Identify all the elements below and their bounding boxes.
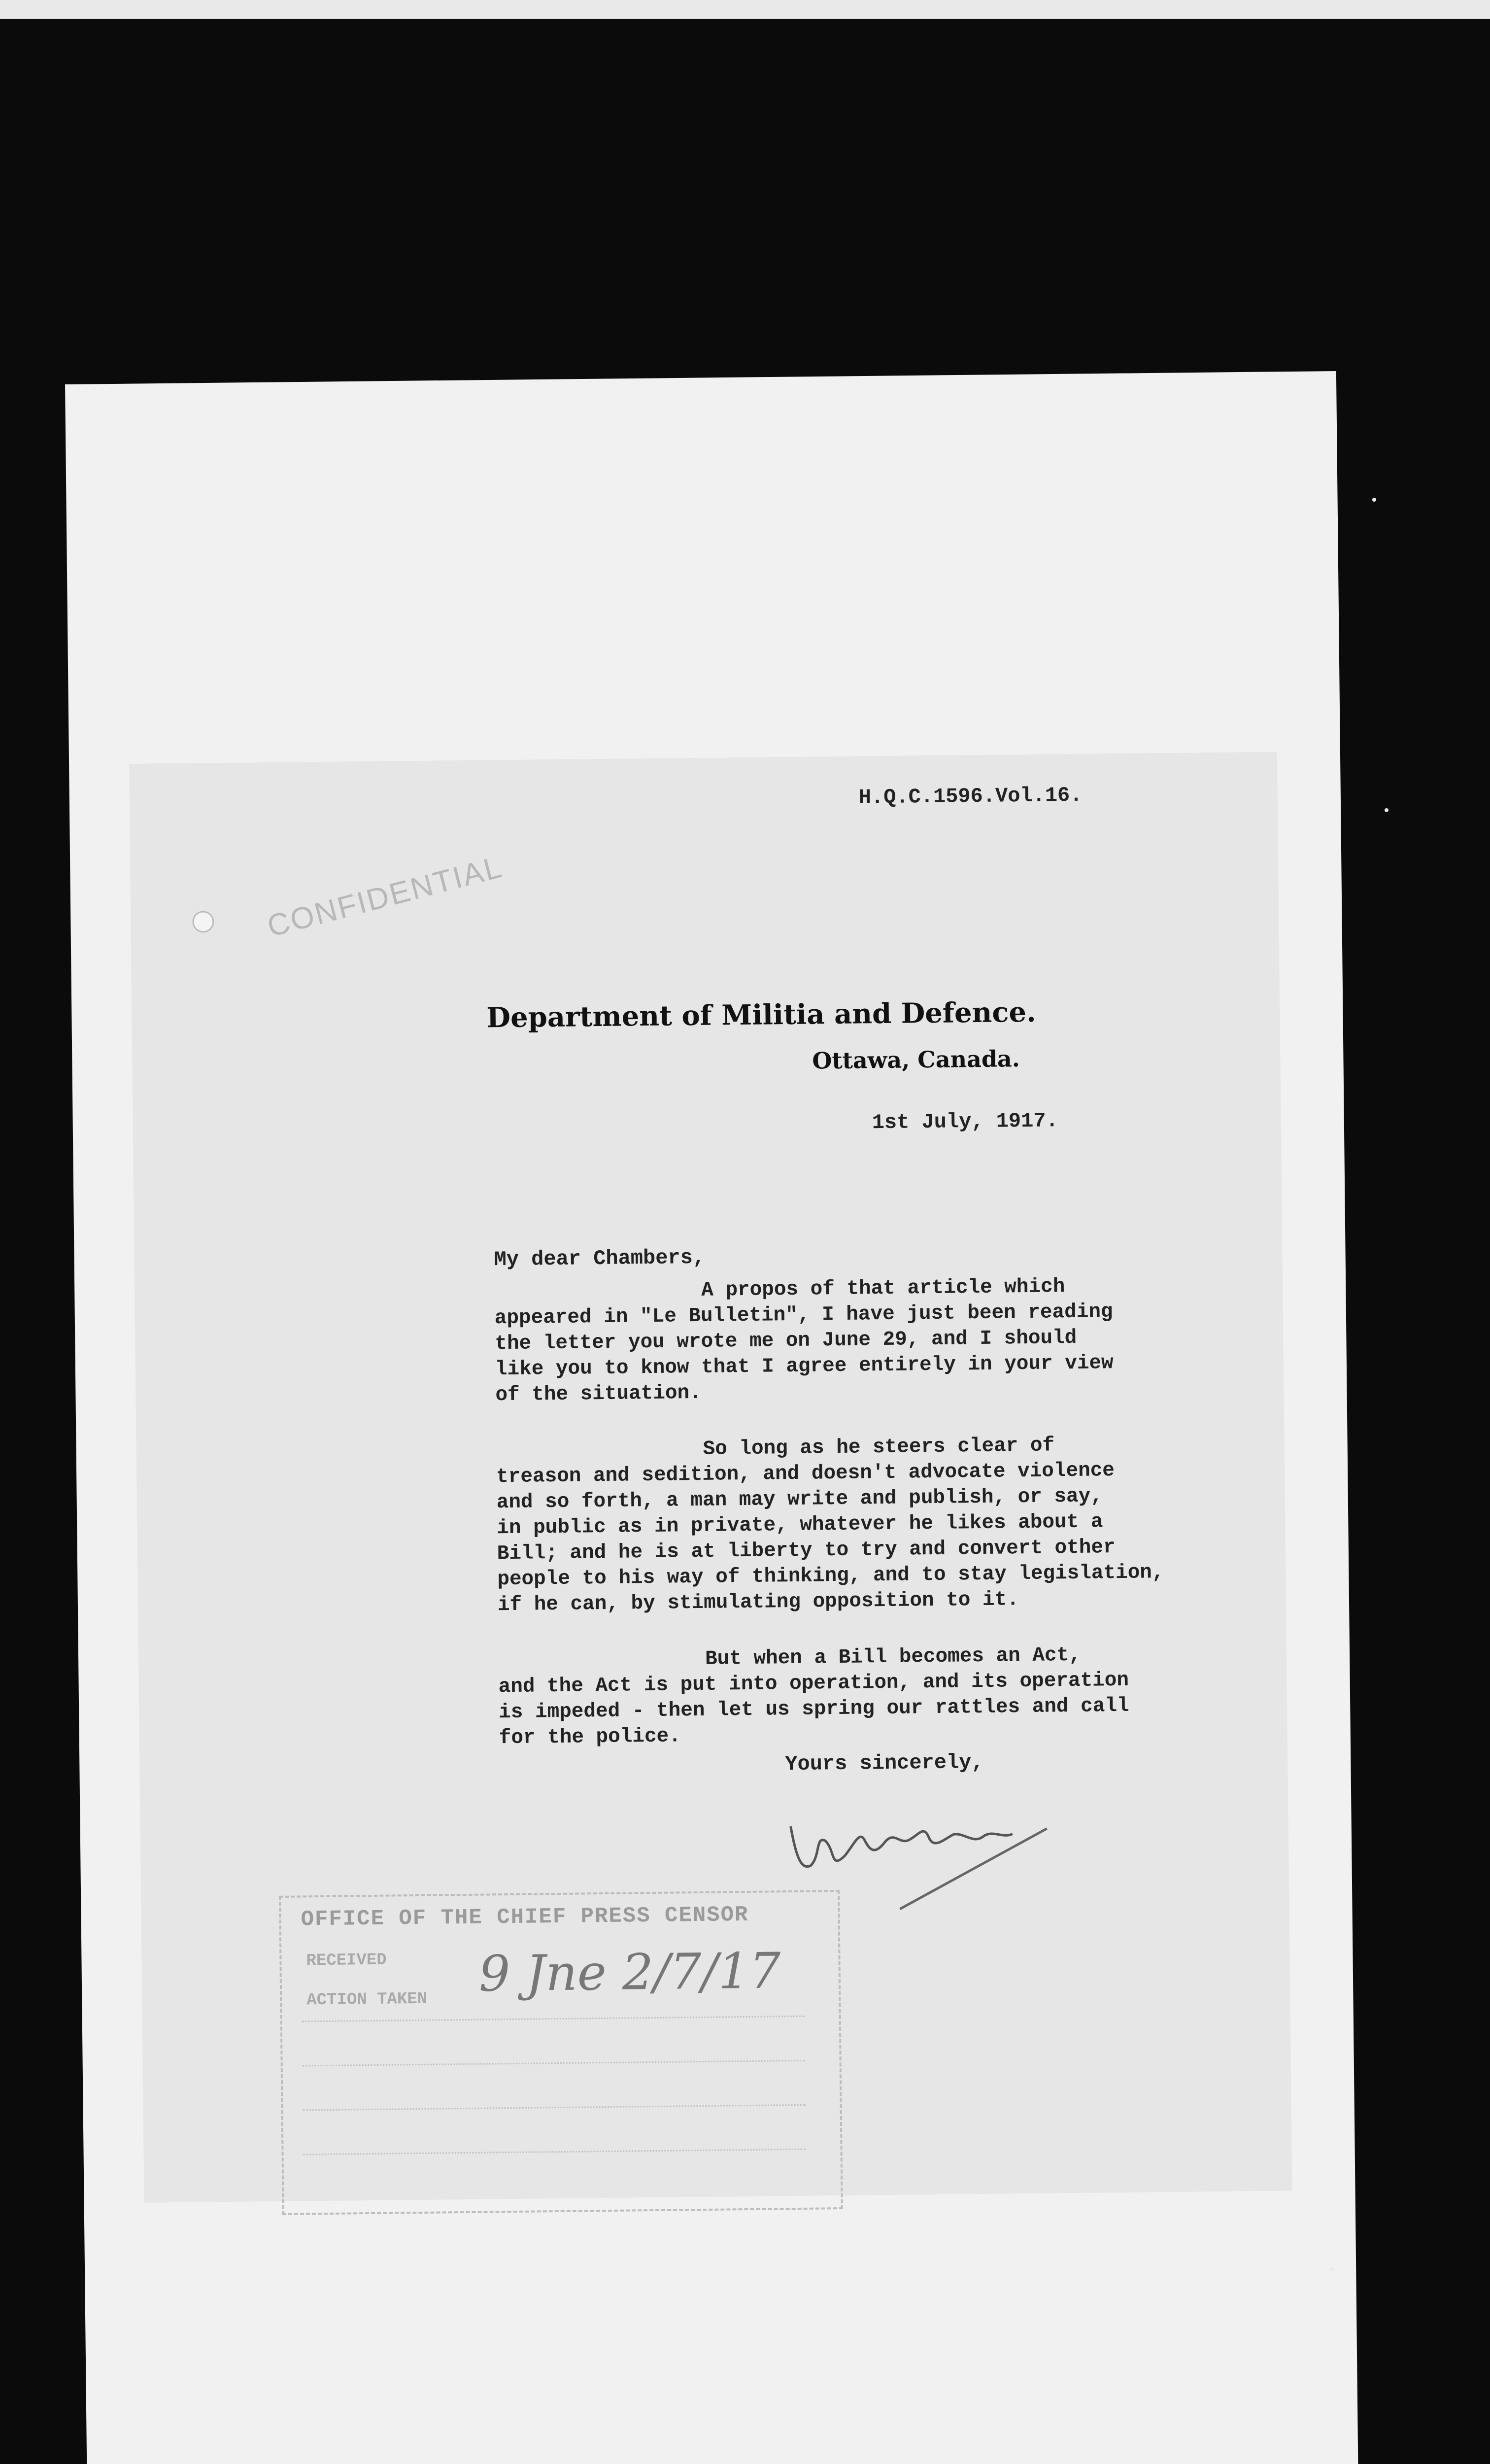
- letter-sheet: [129, 752, 1292, 2203]
- paragraph: A propos of that article which appeared in "Le Bulletin", I have just been reading the letter you wrote me on June 29, and I should like you to know that I agree entirely in your view of the situation.: [494, 1275, 1114, 1407]
- punch-hole: [192, 911, 214, 932]
- stamp-rule: [302, 2016, 805, 2022]
- stamp-rule: [303, 2104, 806, 2111]
- censor-stamp-title: OFFICE OF THE CHIEF PRESS CENSOR: [301, 1902, 749, 1932]
- film-speck: [1372, 498, 1376, 502]
- letterhead-location: Ottawa, Canada.: [812, 1045, 1020, 1074]
- file-reference: H.Q.C.1596.Vol.16.: [858, 783, 1083, 810]
- censor-received-label: RECEIVED: [306, 1951, 387, 1971]
- censor-stamp: [279, 1890, 843, 2215]
- film-speck: [1385, 808, 1388, 812]
- closing: Yours sincerely,: [785, 1750, 984, 1777]
- confidential-stamp: CONFIDENTIAL: [264, 850, 507, 944]
- stamp-rule: [304, 2149, 806, 2156]
- paragraph: But when a Bill becomes an Act, and the Act is put into operation, and its operation is impeded - then let us spring our rattles and call for the police.: [498, 1643, 1129, 1750]
- censor-action-label: ACTION TAKEN: [306, 1989, 428, 2010]
- handwritten-date: 9 Jne 2/7/17: [478, 1942, 781, 2003]
- salutation: My dear Chambers,: [494, 1245, 706, 1272]
- letter-body: [494, 1272, 1229, 1781]
- letter-date: 1st July, 1917.: [872, 1109, 1059, 1135]
- letterhead-department: Department of Militia and Defence.: [486, 995, 1036, 1034]
- paragraph: So long as he steers clear of treason and sedition, and doesn't advocate violence and so forth, a man may write and publish, or say, in public as in private, whatever he likes about a Bill; and he is at liberty to try and convert other people to his way of thinking, and to stay legislation, if he can, by stimulating opposition to it.: [496, 1434, 1164, 1617]
- film-edge: [0, 0, 1490, 19]
- film-speck: [1330, 2267, 1334, 2271]
- stamp-rule: [303, 2060, 805, 2067]
